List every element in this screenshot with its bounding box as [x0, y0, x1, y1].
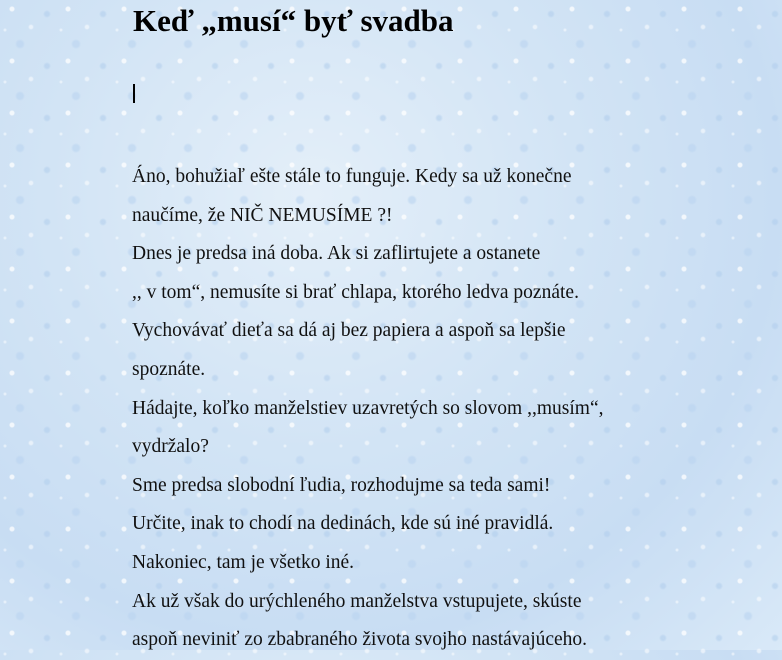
body-line[interactable]: vydržalo?	[132, 436, 209, 458]
document-body[interactable]	[132, 158, 752, 660]
body-line[interactable]: Áno, bohužiaľ ešte stále to funguje. Kedy sa už konečne	[132, 166, 572, 187]
body-line[interactable]: spoznáte.	[132, 358, 206, 380]
body-line[interactable]: Dnes je predsa iná doba. Ak si zaflirtujete a ostanete	[132, 243, 541, 265]
body-line[interactable]: Hádajte, koľko manželstiev uzavretých so slovom ,,musím“,	[132, 397, 604, 419]
text-cursor	[133, 84, 135, 103]
body-line[interactable]: ,, v tom“, nemusíte si brať chlapa, ktorého ledva poznáte.	[132, 281, 579, 303]
body-line[interactable]: Sme predsa slobodní ľudia, rozhodujme sa teda sami!	[132, 474, 551, 496]
document-title[interactable]: Keď „musí“ byť svadba	[133, 3, 454, 38]
body-line[interactable]: aspoň neviniť zo zbabraného života svojho nastávajúceho.	[132, 629, 588, 651]
body-line[interactable]: Určite, inak to chodí na dedinách, kde sú iné pravidlá.	[132, 513, 554, 535]
body-line[interactable]: Ak už však do urýchleného manželstva vstupujete, skúste	[132, 590, 582, 612]
body-line[interactable]: naučíme, že NIČ NEMUSÍME ?!	[132, 204, 393, 226]
body-line[interactable]: Vychovávať dieťa sa dá aj bez papiera a aspoň sa lepšie	[132, 320, 566, 342]
body-line[interactable]: Nakoniec, tam je všetko iné.	[132, 551, 355, 573]
